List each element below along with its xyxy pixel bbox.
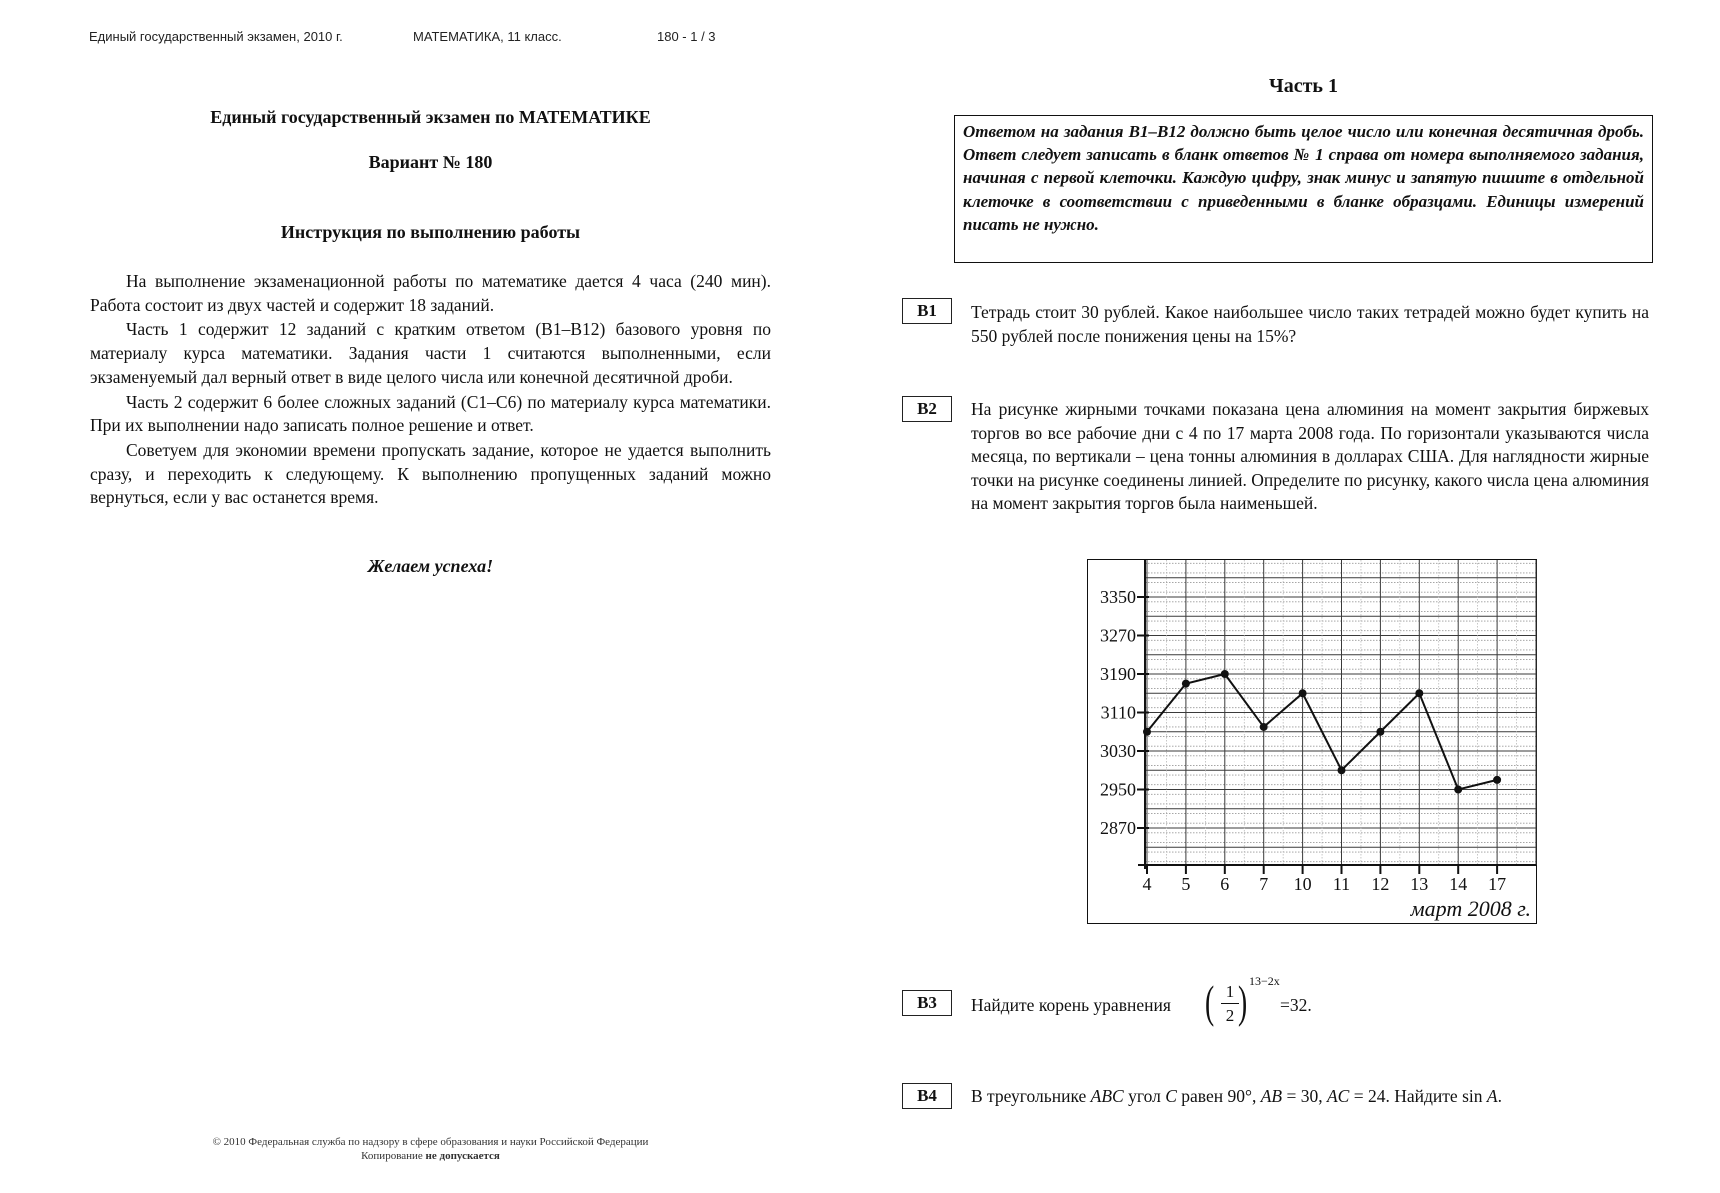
y-tick-label: 3270 [1099, 625, 1136, 645]
x-tick-label: 5 [1180, 873, 1190, 894]
x-axis-label: март 2008 г. [1410, 895, 1531, 921]
b4-text-part: равен 90°, [1176, 1086, 1261, 1106]
fraction-bar [1221, 1003, 1239, 1004]
instructions-paragraph: Часть 2 содержит 6 более сложных заданий (С1–С6) по материалу курса математики. При их выполнении надо записать полное решение и ответ. [90, 391, 771, 436]
instructions-heading: Инструкция по выполнению работы [280, 222, 581, 242]
data-point [1143, 727, 1151, 735]
variant-title: Вариант № 180 [368, 152, 493, 172]
data-point [1298, 689, 1306, 697]
rhs-value: =32 [1280, 995, 1308, 1015]
line-chart [1087, 559, 1537, 924]
y-tick-label: 2950 [1099, 779, 1136, 799]
data-point [1181, 679, 1189, 687]
angle-a: A [1486, 1086, 1498, 1106]
x-tick-label: 13 [1409, 873, 1428, 894]
b4-text-part: В треугольнике [971, 1086, 1091, 1106]
triangle-name: ABC [1090, 1086, 1124, 1106]
task-label-b4: B4 [902, 1083, 952, 1109]
task-label-b3: B3 [902, 990, 952, 1016]
fraction-denominator: 2 [1225, 1006, 1235, 1025]
side-ab-value: = 30, [1282, 1086, 1327, 1106]
header-exam-name: Единый государственный экзамен, 2010 г. [89, 29, 343, 44]
good-luck-text: Желаем успеха! [367, 556, 494, 576]
copyright-line: © 2010 Федеральная служба по надзору в сфере образования и науки Российской Федерации [212, 1136, 649, 1148]
x-tick-label: 14 [1448, 873, 1467, 894]
task-label-b2: B2 [902, 396, 952, 422]
task-b1-text: Тетрадь стоит 30 рублей. Какое наибольшее число таких тетрадей можно будет купить на 550 рублей после понижения цены на 15%? [971, 302, 1649, 346]
data-point [1454, 785, 1462, 793]
task-b3-text: Найдите корень уравнения [971, 995, 1171, 1015]
side-ac-value: = 24 [1349, 1086, 1386, 1106]
b4-text-part: . Найдите sin [1385, 1086, 1487, 1106]
exponent: 13−2x [1249, 974, 1280, 988]
x-tick-label: 11 [1332, 873, 1350, 894]
y-tick-label: 2870 [1099, 817, 1136, 838]
period: . [1307, 995, 1312, 1015]
fraction-numerator: 1 [1225, 982, 1235, 1001]
right-paren: ) [1238, 976, 1248, 1027]
x-tick-label: 12 [1370, 873, 1389, 894]
y-tick-label: 3190 [1099, 663, 1136, 684]
task-label-b1: B1 [902, 298, 952, 324]
data-point [1493, 775, 1501, 783]
side-ac: AC [1326, 1086, 1350, 1106]
aluminium-price-chart [1087, 559, 1537, 924]
instructions-text [90, 270, 771, 511]
equation-rhs [1280, 995, 1312, 1016]
header-subject: МАТЕМАТИКА, 11 класс. [413, 29, 562, 44]
task-b4-text [971, 1086, 1502, 1107]
instructions-paragraph: Советуем для экономии времени пропускать задание, которое не удается выполнить сразу, и переходить к следующему. К выполнению пропущенных заданий можно вернуться, если у вас останется время. [90, 439, 771, 508]
copy-notice [90, 1149, 771, 1163]
y-tick-label: 3110 [1100, 702, 1136, 722]
header-page-number: 180 - 1 / 3 [657, 29, 716, 44]
data-point [1376, 727, 1384, 735]
side-ab: AB [1260, 1086, 1283, 1106]
x-tick-label: 10 [1293, 873, 1312, 894]
b4-text-part: угол [1123, 1086, 1166, 1106]
x-tick-label: 17 [1487, 873, 1506, 894]
data-point [1220, 670, 1228, 678]
x-tick-label: 6 [1219, 873, 1229, 894]
period: . [1497, 1086, 1502, 1106]
instructions-paragraph: На выполнение экзаменационной работы по математике дается 4 часа (240 мин). Работа состоит из двух частей и содержит 18 заданий. [90, 271, 771, 315]
copyright-footer [90, 1135, 771, 1163]
data-point [1415, 689, 1423, 697]
x-tick-label: 7 [1258, 873, 1268, 894]
answer-rules-box: Ответом на задания В1–В12 должно быть целое число или конечная десятичная дробь. Ответ следует записать в бланк ответов № 1 справа от номера выполняемого задания, начиная с первой клеточки. Каждую цифру, знак минус и запятую пишите в отдельной клеточке в соответствии с приведенными в бланке образцами. Единицы измерений писать не нужно. [954, 115, 1653, 263]
instructions-paragraph: Часть 1 содержит 12 заданий с кратким ответом (В1–В12) базового уровня по материалу курса математики. Задания части 1 считаются выполненными, если экзаменуемый дал верный ответ в виде целого числа или конечной десятичной дроби. [90, 319, 771, 387]
y-tick-label: 3350 [1099, 586, 1136, 607]
exam-title: Единый государственный экзамен по МАТЕМАТИКЕ [210, 107, 651, 127]
equation-b3 [1205, 974, 1345, 1038]
copy-notice-prefix: Копирование [361, 1150, 426, 1162]
left-paren: ( [1205, 976, 1215, 1027]
data-point [1337, 766, 1345, 774]
data-point [1259, 722, 1267, 730]
y-tick-label: 3030 [1099, 740, 1136, 761]
angle-name: C [1165, 1086, 1177, 1106]
x-tick-label: 4 [1142, 873, 1151, 894]
copy-notice-bold: не допускается [425, 1150, 500, 1162]
part-title: Часть 1 [1269, 75, 1338, 97]
task-b2-text: На рисунке жирными точками показана цена алюминия на момент закрытия биржевых торгов во все рабочие дни с 4 по 17 марта 2008 года. По горизонтали указываются числа месяца, по вертикали – цена тонны алюминия в долларах США. Для наглядности жирные точки на рисунке соединены линией. Определите по рисунку, какого числа цена алюминия на момент закрытия торгов была наименьшей. [971, 399, 1649, 514]
